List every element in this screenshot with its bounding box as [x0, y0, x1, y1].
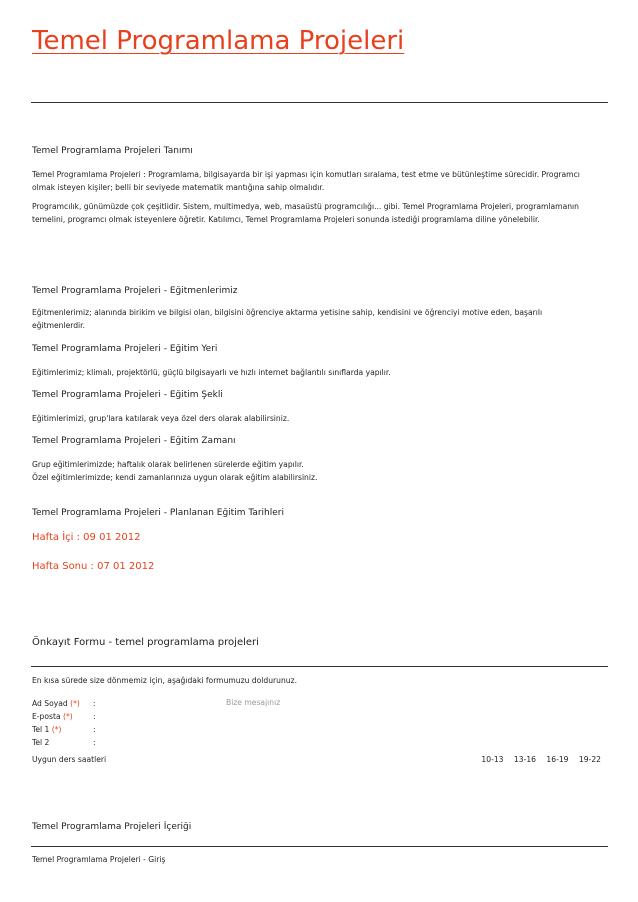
format-text: Eğitimlerimizi, grup'lara katılarak veya özel ders olarak alabilirsiniz. [32, 414, 290, 423]
instructors-text: Eğitmenlerimiz; alanında birikim ve bilgisi olan, bilgisini öğrenciye aktarma yetisine sahip, kendisini ve öğrenciyi motive eden, başarılı eğitmenlerdir. [32, 308, 543, 330]
message-textarea[interactable]: Bize mesajınız [226, 698, 281, 707]
time-slots [473, 755, 601, 764]
name-label: Ad Soyad (*) [32, 699, 80, 708]
name-colon: : [93, 699, 96, 708]
location-text: Eğitimlerimiz; klimalı, projektörlü, güçlü bilgisayarlı ve hızlı internet bağlantılı sınıflarda yapılır. [32, 368, 391, 377]
title-divider [31, 102, 608, 103]
content-divider [31, 846, 608, 847]
phone1-label: Tel 1 (*) [32, 725, 62, 734]
email-label: E-posta (*) [32, 712, 73, 721]
required-mark: (*) [70, 699, 80, 708]
required-mark: (*) [63, 712, 73, 721]
phone1-colon: : [93, 725, 96, 734]
instructors-heading: Temel Programlama Projeleri - Eğitmenlerimiz [32, 286, 238, 296]
definition-paragraph-1: Temel Programlama Projeleri : Programlama, bilgisayarda bir işi yapması için komutları sıralama, test etme ve bütünleştime sürecidir. Programcı olmak isteyen kişiler; belli bir seviyede matematik mantığına sahip olmalıdır. [32, 170, 580, 192]
time-slot-option[interactable]: 16-19 [546, 755, 569, 764]
weekday-date: Hafta İçi : 09 01 2012 [32, 532, 141, 543]
timing-heading: Temel Programlama Projeleri - Eğitim Zamanı [32, 436, 236, 446]
phone2-colon: : [93, 738, 96, 747]
time-slot-option[interactable]: 10-13 [481, 755, 504, 764]
content-heading: Temel Programlama Projeleri İçeriği [32, 822, 192, 832]
email-colon: : [93, 712, 96, 721]
definition-paragraph-2: Programcılık, günümüzde çok çeşitlidir. Sistem, multimedya, web, masaüstü programcılığı... gibi. Temel Programlama Projeleri, programlamanın temelini, programcı olmak isteyenlere öğretir. Katılımcı, Temel Programlama Projeleri sonunda istediği programlama diline yönelebilir. [32, 202, 579, 224]
required-mark: (*) [51, 725, 62, 734]
timing-line-1: Grup eğitimlerimizde; haftalık olarak belirlenen sürelerde eğitim yapılır. [32, 460, 304, 469]
definition-heading: Temel Programlama Projeleri Tanımı [32, 146, 193, 156]
form-divider [31, 666, 608, 667]
format-heading: Temel Programlama Projeleri - Eğitim Şekli [32, 390, 223, 400]
weekend-date: Hafta Sonu : 07 01 2012 [32, 561, 155, 572]
hours-label: Uygun ders saatleri [32, 755, 107, 764]
content-item: Temel Programlama Projeleri - Giriş [32, 855, 166, 864]
location-heading: Temel Programlama Projeleri - Eğitim Yeri [32, 344, 218, 354]
form-intro: En kısa sürede size dönmemiz için, aşağıdaki formumuzu doldurunuz. [32, 676, 297, 685]
schedule-heading: Temel Programlama Projeleri - Planlanan Eğitim Tarihleri [32, 508, 284, 518]
phone2-label: Tel 2 [32, 738, 50, 747]
form-heading: Önkayıt Formu - temel programlama projeleri [32, 637, 259, 648]
time-slot-option[interactable]: 13-16 [513, 755, 536, 764]
page-title: Temel Programlama Projeleri [32, 26, 405, 56]
timing-line-2: Özel eğitimlerimizde; kendi zamanlarınıza uygun olarak eğitim alabilirsiniz. [32, 473, 318, 482]
time-slot-option[interactable]: 19-22 [578, 755, 601, 764]
